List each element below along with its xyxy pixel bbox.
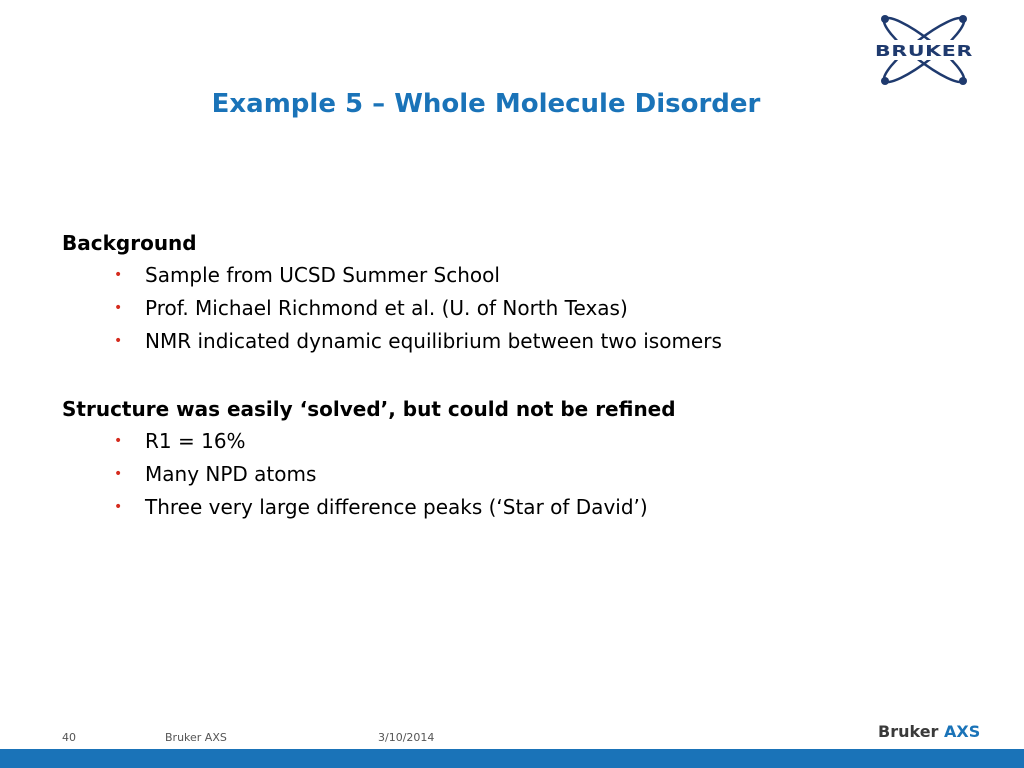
bullet-text: Prof. Michael Richmond et al. (U. of North Texas) [145, 296, 628, 320]
slide-content [62, 227, 962, 524]
footer-date: 3/10/2014 [378, 731, 435, 744]
footer-brand-suffix: AXS [944, 722, 981, 741]
logo-wordmark: BRUKER [875, 42, 973, 60]
logo-orbit-dot [959, 15, 967, 23]
footer-page-number: 40 [62, 731, 76, 744]
bullet-item [62, 259, 962, 292]
bullet-item [62, 325, 962, 358]
logo-orbit-dot [881, 15, 889, 23]
logo-orbit-dot [959, 77, 967, 85]
bullet-item [62, 292, 962, 325]
bullet-text: Many NPD atoms [145, 462, 317, 486]
section-heading: Background [62, 231, 197, 255]
footer-bar [0, 749, 1024, 768]
bullet-icon: • [114, 333, 123, 349]
bullet-icon: • [114, 499, 123, 515]
section-heading: Structure was easily ‘solved’, but could not be refined [62, 397, 676, 421]
bruker-logo [868, 10, 980, 90]
bullet-text: Sample from UCSD Summer School [145, 263, 500, 287]
footer-company: Bruker AXS [165, 731, 227, 744]
bullet-item [62, 458, 962, 491]
bullet-text: Three very large difference peaks (‘Star of David’) [145, 495, 648, 519]
section-structure [62, 393, 962, 524]
bullet-item [62, 491, 962, 524]
bullet-icon: • [114, 267, 123, 283]
bullet-icon: • [114, 433, 123, 449]
bullet-icon: • [114, 300, 123, 316]
footer-brand-logo [878, 722, 980, 741]
slide-title: Example 5 – Whole Molecule Disorder [211, 89, 761, 119]
section-background [62, 227, 962, 358]
footer-brand-name: Bruker [878, 722, 939, 741]
bullet-item [62, 425, 962, 458]
logo-orbit-dot [881, 77, 889, 85]
bullet-list [62, 259, 962, 358]
bullet-list [62, 425, 962, 524]
bullet-text: R1 = 16% [145, 429, 246, 453]
section-spacer [62, 358, 962, 393]
bullet-text: NMR indicated dynamic equilibrium between two isomers [145, 329, 722, 353]
bullet-icon: • [114, 466, 123, 482]
